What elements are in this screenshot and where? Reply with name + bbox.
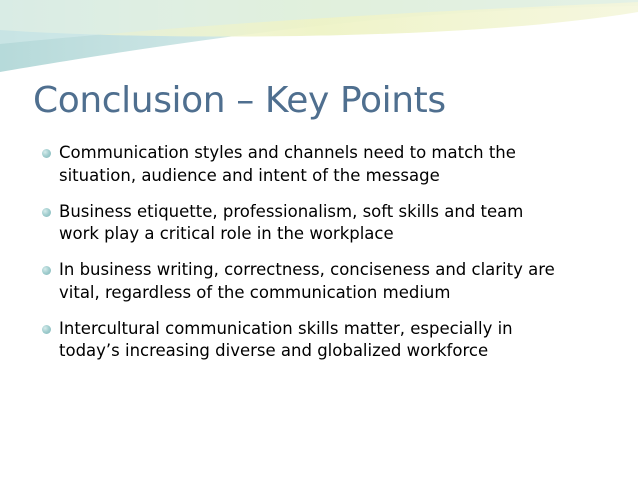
bullet-text: Intercultural communication skills matter, especially in today’s increasing diverse and globalized workforce xyxy=(59,318,513,360)
bullet-circle-icon xyxy=(42,149,51,158)
bullet-circle-icon xyxy=(42,266,51,275)
bullet-list xyxy=(40,142,620,376)
bullet-item xyxy=(40,259,620,304)
bullet-text: Business etiquette, professionalism, soft skills and team work play a critical role in the workplace xyxy=(59,201,524,243)
bullet-circle-icon xyxy=(42,208,51,217)
header-wave-decoration xyxy=(0,0,638,80)
bullet-item xyxy=(40,318,620,363)
bullet-item xyxy=(40,201,620,246)
slide-title: Conclusion – Key Points xyxy=(33,80,446,121)
bullet-circle-icon xyxy=(42,325,51,334)
bullet-item xyxy=(40,142,620,187)
bullet-text: Communication styles and channels need to match the situation, audience and intent of the message xyxy=(59,143,516,185)
bullet-text: In business writing, correctness, conciseness and clarity are vital, regardless of the communication medium xyxy=(59,260,555,302)
